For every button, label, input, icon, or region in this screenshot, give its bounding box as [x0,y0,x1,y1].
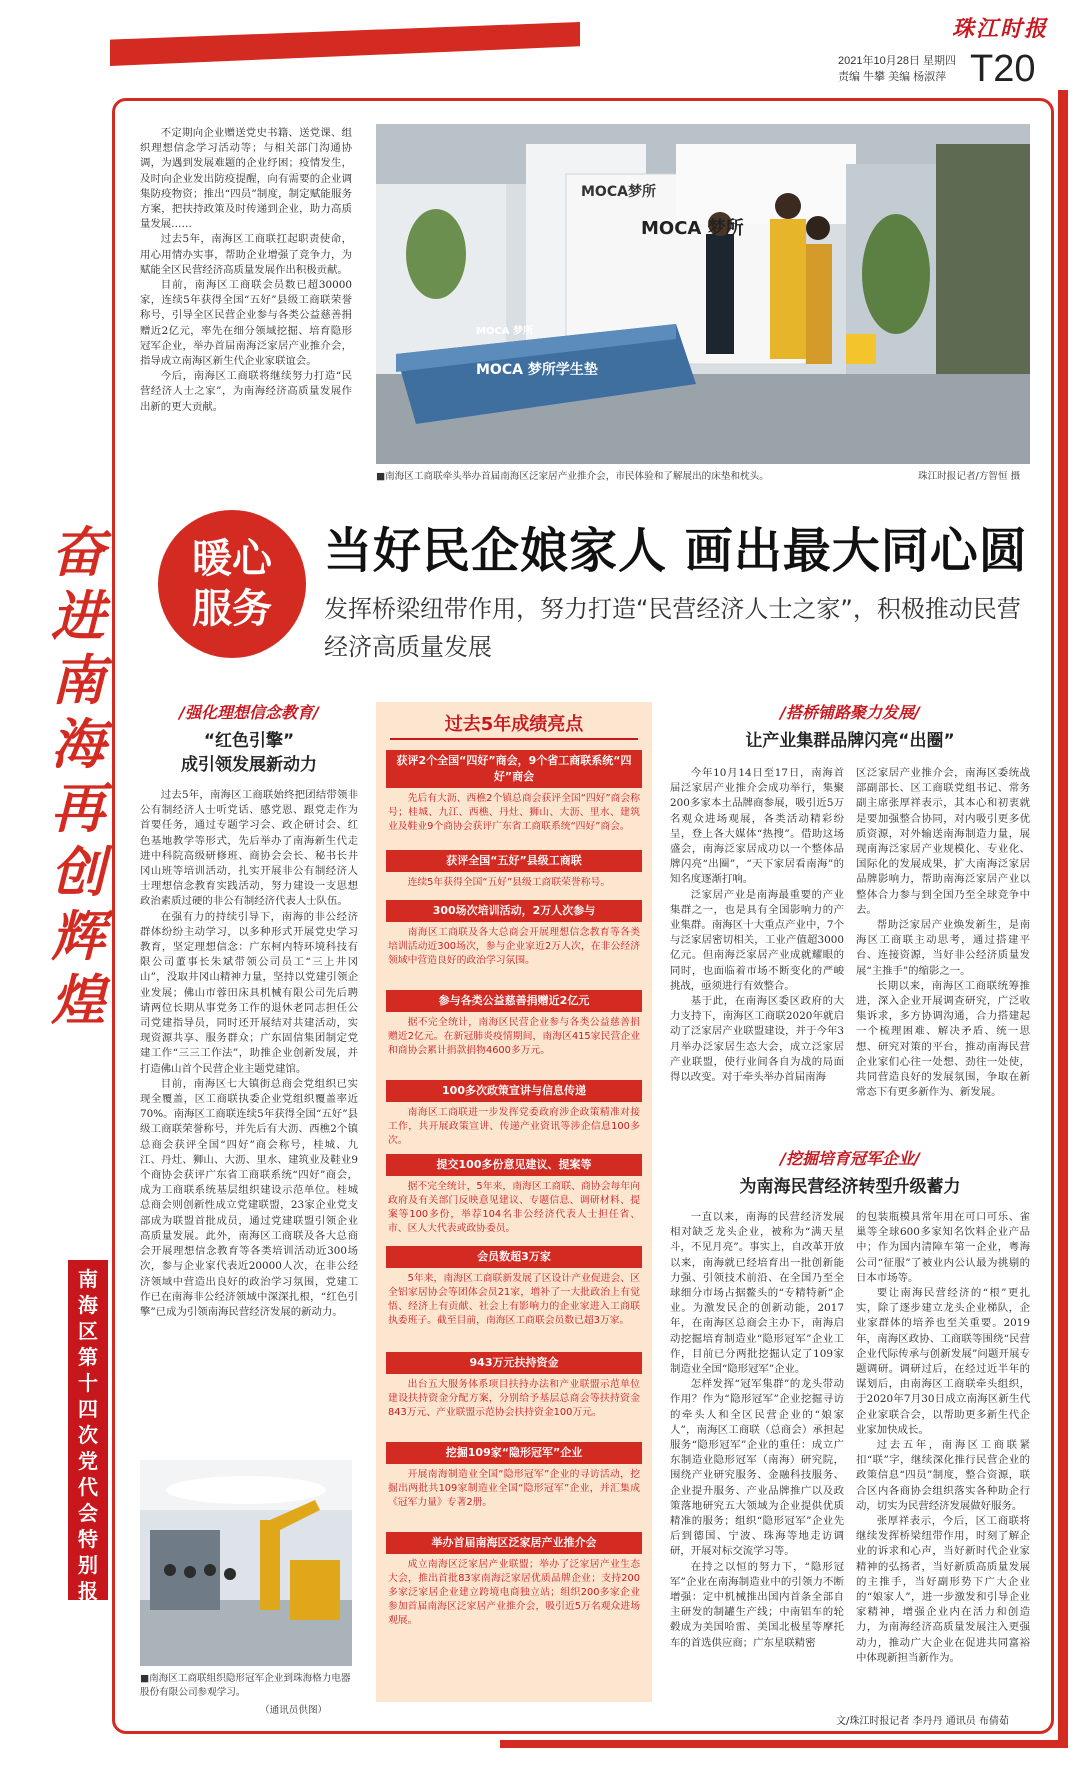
article-paragraph: 区泛家居产业推介会，南海区委统战部副部长、区工商联党组书记、常务副主席张厚祥表示，其本心和初衷就是要加强整合协同，对内吸引更多优质资源，对外输送南海制造力量，展现南海泛家居产业规模化、专业化、国际化的发展成果，扩大南海泛家居品牌影响力，帮助南海泛家居产业以整体合力参与到全国乃至全球竞争中去。 [856,767,1030,916]
achievement-item [386,1080,642,1148]
photo-credit: （通讯员供图） [260,1705,328,1716]
banner-char: 党 [78,1449,98,1473]
banner-char: 四 [78,1397,98,1421]
banner-char: 特 [78,1527,98,1551]
article-paragraph: 过去5年，南海区工商联始终把团结带领非公有制经济人士听党话、感党恩、跟党走作为首要任务，通过专题学习会、政企研讨会、红色基地教学等形式，先后举办了南海新生代走进中科院高级研修班、商协会会长、秘书长井冈山班等培训活动，扎实开展非公有制经济人士理想信念教育实践活动，努力建设一支思想政治素质过硬的非公有制经济代表人士队伍。 [140,789,358,908]
achievement-item [386,1154,642,1236]
achievement-body: 据不完全统计，南海区民营企业参与各类公益慈善捐赠近2亿元。在新冠肺炎疫情期间，南海区415家民营企业和商协会累计捐款捐物4600多万元。 [388,1017,640,1056]
article-paragraph: 在强有力的持续引导下，南海的非公经济群体纷纷主动学习，以多种形式开展党史学习教育，坚定理想信念：广东柯内特环境科技有限公司董事长朱斌带领公司员工“三上井冈山”，没取井冈山精神力量，坚持以党建引领企业发展；佛山市蓉田床具机械有限公司先后聘请两位长期从事党务工作的退休老同志担任公司党建指导员，同时还开展结对共建活动，实现资源共享、服务群众；广东固信集团制定党建工作“三三工作法”，助推企业创新发展，并打造佛山首个民营企业主题党建馆。 [140,910,358,1075]
intro-paragraph: 不定期向企业赠送党史书籍、送党课、组织理想信念学习活动等；与相关部门沟通协调，为遇到发展难题的企业纾困；疫情发生，及时向企业发出防疫提醒，向有需要的企业调集防疫物资；推出“四员”制度，制定赋能服务方案，把扶持政策及时传递到企业，助力高质量发展…… [140,127,352,231]
achievement-title: 100多次政策宣讲与信息传递 [386,1080,642,1102]
text-column [670,766,844,1100]
text-column [670,1210,844,1666]
panel-title: 过去5年成绩亮点 [444,714,584,735]
editor-credits: 责编 牛攀 美编 杨淑萍 [838,71,947,83]
achievement-body: 南海区工商联进一步发挥党委政府涉企政策精准对接工作，共开展政策宣讲、传递产业资讯等涉企信息100多次。 [388,1107,640,1146]
intro-paragraph: 过去5年，南海区工商联扛起职责使命，用心用情办实事，帮助企业增强了竞争力，为赋能全区民营经济高质量发展作出积极贡献。 [140,233,352,276]
achievement-title: 会员数超3万家 [386,1246,642,1268]
banner-char: 南 [78,1267,98,1291]
achievement-item [386,900,642,968]
achievement-title: 300场次培训活动，2万人次参与 [386,900,642,922]
achievement-body: 5年来，南海区工商联新发展了区设计产业促进会、区全铝家居协会等团体会员21家，增补了一大批政治上有觉悟、经济上有贡献、社会上有影响力的企业家进入工商联执委班子。截至目前，南海区工商联会员数已超3万家。 [388,1273,640,1326]
section-tag: /挖掘培育冠军企业/ [780,1149,920,1168]
badge-text: 服务 [192,586,272,632]
achievement-body: 南海区工商联及各大总商会开展理想信念教育等各类培训活动近300场次，参与企业家近2万人次，在非公经济领域中营造良好的政治学习氛围。 [388,927,640,966]
article-paragraph: 目前，南海区七大镇街总商会党组织已实现全覆盖，区工商联执委企业党组织覆盖率近70%。南海区工商联连续5年获得全国“五好”县级工商联荣誉称号，并先后有大沥、西樵2个镇总商会获评全国“四好”商会称号，桂城、九江、丹灶、狮山、大沥、里水、建筑业及鞋业9个商协会获评广东省工商联系统“四好”商会，成为工商联系统基层组织建设示范单位。桂城总商会则创新性成立党建联盟，23家企业党支部成为联盟首批成员，通过党建联盟引领企业高质量发展。此外，南海区工商联及各大总商会开展理想信念教育等各类培训活动近300场次，参与企业家代表近20000人次，在非公经济领域中营造出良好的政治学习氛围，党建工作已在南海非公经济领域中深深扎根，“红色引擎”已成为引领南海民营经济发展的新动力。 [140,1077,358,1318]
slogan-char: 进 [51,584,105,648]
vertical-slogan [48,520,108,1032]
section-badge [158,510,306,658]
issue-date: 2021年10月28日 星期四 [838,55,956,67]
section-title: 让产业集群品牌闪亮“出圈” [745,731,955,751]
banner-char: 十 [78,1371,98,1395]
banner-char: 海 [78,1293,98,1317]
photo-caption: ■南海区工商联组织隐形冠军企业到珠海格力电器股份有限公司参观学习。 [140,1673,351,1698]
booth-sign-center: MOCA 梦所 [641,218,744,239]
slogan-char: 煌 [51,968,105,1032]
article-paragraph: 要让南海民营经济的“根”更扎实，除了逐步建立龙头企业梯队，企业家群体的培养也至关重要。2019年，南海区政协、工商联等围绕“民营企业代际传承与创新发展”问题开展专题调研。调研过后，在经过近半年的谋划后，由南海区工商联牵头组织，于2020年7月30日成立南海区新生代企业家联合会，以帮助更多新生代企业家加快成长。 [856,1287,1030,1436]
achievement-item [386,850,642,890]
decorative-red-ribbon [110,22,580,66]
article-paragraph: 基于此，在南海区委区政府的大力支持下，南海区工商联2020年就启动了泛家居产业联盟建设，并于今年3月举办泛家居生态大会，成立泛家居产业联盟，使行业间各自为战的局面得以改变。对于牵头举办首届南海 [670,995,844,1084]
slogan-char: 辉 [51,904,105,968]
achievements-panel [376,702,652,1702]
article-paragraph: 在持之以恒的努力下，“隐形冠军”企业在南海制造业中的引领力不断增强：定中机械推出国内首条全部自主研发的制罐生产线；中南铝车的轮毂成为美国哈雷、美国北极星等摩托车的首选供应商；广东星联精密 [670,1560,844,1649]
section-title: “红色引擎” [203,731,295,751]
slogan-char: 奋 [51,520,105,584]
intro-paragraph: 今后，南海区工商联将继续努力打造“民营经济人士之家”，为南海经济高质量发展作出新的更大贡献。 [140,370,352,413]
badge-text: 暖心 [192,536,272,582]
article-paragraph: 一直以来，南海的民营经济发展相对缺乏龙头企业，被称为“满天星斗，不见月亮”。事实上，自改革开放以来，南海就已经培育出一批创新能力强、引领技术前沿、在全国乃至全球细分市场占据鳌头的“专精特新”企业。为激发民企的创新动能，2017年，在南海区总商会主办下，南海启动挖掘培育制造业“隐形冠军”企业工作，目前已分两批挖掘认定了109家制造业全国“隐形冠军”企业。 [670,1211,844,1376]
section-title: 成引领发展新动力 [181,755,317,775]
section-title: 为南海民营经济转型升级蓄力 [739,1177,961,1197]
mattress-label: MOCA 梦所学生垫 [476,362,598,378]
booth-illustration [376,124,1030,464]
page-number: T20 [970,48,1036,90]
booth-sign-left: MOCA 梦所 [476,326,534,337]
text-column [856,766,1030,1100]
exhibition-booth-photo [376,124,1030,464]
achievement-item [386,990,642,1058]
text-column [856,1210,1030,1666]
photo-credit: 珠江时报记者/方智恒 摄 [918,471,1021,482]
achievement-title: 挖掘109家“隐形冠军”企业 [386,1442,642,1464]
photo-caption: ■南海区工商联牵头举办首届南海区泛家居产业推介会，市民体验和了解展出的床垫和枕头。 [376,471,769,482]
article-paragraph: 帮助泛家居产业焕发新生，是南海区工商联主动思考，通过搭建平台、连接资源，当好非公经济质量发展“主推手”的缩影之一。 [856,919,1030,977]
article-byline: 文/珠江时报记者 李丹丹 通讯员 布倩茹 [836,1716,1009,1727]
right-article-heading [670,1146,1030,1199]
banner-char: 会 [78,1501,98,1525]
intro-paragraph: 目前，南海区工商联会员数已超30000家，连续5年获得全国“五好”县级工商联荣誉称号，引导全区民营企业参与各类公益慈善捐赠近2亿元，率先在细分领域挖掘、培育隐形冠军企业，举办首届南海泛家居产业推介会，指导成立南海区新生代企业家联谊会。 [140,279,352,368]
slogan-char: 南 [51,648,105,712]
left-article-heading [140,700,358,777]
achievement-body: 连续5年获得全国“五好”县级工商联荣誉称号。 [407,877,611,888]
achievement-item [386,1442,642,1510]
achievement-title: 943万元扶持资金 [386,1352,642,1374]
booth-sign-moca: MOCA梦所 [581,184,656,200]
right-article-body [670,1210,1030,1666]
article-paragraph: 过去五年，南海区工商联紧扣“联”字，继续深化推行民营企业的政策信息“四员”制度，整合资源，联合区内各商协会组织落实各种助企行动，切实为民营经济发展做好服务。 [856,1439,1030,1512]
factory-visit-photo [140,1460,352,1666]
achievement-title: 获评全国“五好”县级工商联 [386,850,642,872]
right-article-heading [670,700,1030,753]
slogan-char: 海 [51,712,105,776]
decorative-red-stripe-right [1058,90,1068,1740]
article-paragraph: 怎样发挥“冠军集群”的龙头带动作用？作为“隐形冠军”企业挖掘寻访的牵头人和全区民营企业的“娘家人”，南海区工商联（总商会）承担起服务“隐形冠军”企业的重任：成立广东制造业隐形冠军（南海）研究院，围绕产业研究服务、金融科技服务、企业提升服务、产业品牌推广以及政策落地研究五大领域为企业提供优质精准的服务；组织“隐形冠军”企业先后到德国、宁波、珠海等地走访调研，开展对标交流学习等。 [670,1378,844,1558]
achievement-body: 成立南海区泛家居产业联盟；举办了泛家居产业生态大会，推出首批83家南海泛家居优质品牌企业；支持200多家泛家居企业建立跨境电商独立站；组织200多家企业参加首届南海区泛家居产业推介会，吸引近5万名观众进场观展。 [388,1559,640,1626]
article-paragraph: 今年10月14日至17日，南海首届泛家居产业推介会成功举行，集聚200多家本土品牌商参展，吸引近5万名观众进场观展，各类活动精彩纷呈，登上各大媒体“热搜”。借助这场盛会，南海泛家居成功以一个整体品牌闪亮“出圈”，“天下家居看南海”的知名度逐渐打响。 [670,767,844,886]
right-article-body [670,766,1030,1100]
banner-char: 报 [78,1579,98,1603]
article-paragraph: 的包装瓶模具常年用在可口可乐、雀巢等全球600多家知名饮料企业产品中；作为国内清障车第一企业，粤海公司“征服”了被业内公认最为挑剔的日本市场等。 [856,1211,1030,1284]
banner-char: 别 [78,1553,98,1577]
achievement-item [386,1532,642,1628]
achievement-title: 获评2个全国“四好”商会，9个省工商联系统“四好”商会 [386,750,642,788]
section-tag: /搭桥铺路聚力发展/ [780,703,920,722]
banner-char: 第 [78,1345,98,1369]
masthead-logo: 珠江时报 [952,16,1049,42]
achievement-title: 参与各类公益慈善捐赠近2亿元 [386,990,642,1012]
achievement-body: 开展南海制造业全国“隐形冠军”企业的寻访活动，挖掘出两批共109家制造业全国“隐形冠军”企业，并汇集成《冠军力量》专著2册。 [388,1469,640,1508]
section-tag: /强化理想信念教育/ [179,703,319,722]
banner-char: 次 [78,1423,98,1447]
panel-divider [390,738,638,740]
main-headline: 当好民企娘家人 画出最大同心圆 [324,523,1028,579]
article-paragraph: 张厚祥表示，今后，区工商联将继续发挥桥梁纽带作用，时刻了解企业的诉求和心声，当好新时代企业家精神的弘扬者，当好新质高质量发展的主推手，当好副形势下广大企业的“娘家人”，进一步激发和引导企业家精神，增强企业内在活力和创造力，为南海经济高质量发展注入更强动力，推动广大企业在促进共同富裕中体现新担当新作为。 [856,1515,1030,1664]
left-article-body [140,788,358,1320]
slogan-char: 创 [51,840,105,904]
achievement-body: 先后有大沥、西樵2个镇总商会获评全国“四好”商会称号；桂城、九江、西樵、丹灶、狮山、大沥、里水、建筑业及鞋业9个商协会获评广东省工商联系统“四好”商会。 [388,793,640,832]
article-paragraph: 长期以来，南海区工商联统筹推进，深入企业开展调查研究，广泛收集诉求，多方协调沟通，合力搭建起一个梳理困难、解决矛盾、统一思想、研究对策的平台，推动南海民营企业家们心往一处想、劲往一处使，共同营造良好的发展氛围，争取在新常态下有更多新作为、新发展。 [856,979,1030,1099]
achievement-body: 据不完全统计，5年来，南海区工商联、商协会每年向政府及有关部门反映意见建议、专题信息、调研材料、提案等100多份，举荐104名非公经济代表人士担任省、市、区人大代表或政协委员。 [388,1181,640,1234]
achievement-item [386,1352,642,1420]
article-paragraph: 泛家居产业是南海最重要的产业集群之一，也是具有全国影响力的产业集群。南海区十大重点产业中，7个与泛家居密切相关，工业产值超3000亿元。但南海泛家居产业成就耀眼的同时，也面临着市场不断变化的严峻挑战，亟须进行有效整合。 [670,888,844,992]
banner-char: 区 [78,1319,98,1343]
special-report-banner [68,1260,108,1629]
sub-headline: 发挥桥梁纽带作用，努力打造“民营经济人士之家”，积极推动民营经济高质量发展 [324,595,1021,661]
factory-illustration [140,1460,352,1666]
decorative-red-stripe-bottom [500,1740,1068,1748]
banner-char: 道 [78,1605,98,1629]
achievement-title: 举办首届南海区泛家居产业推介会 [386,1532,642,1554]
banner-char: 代 [78,1475,98,1499]
slogan-char: 再 [51,776,105,840]
achievement-title: 提交100多份意见建议、提案等 [386,1154,642,1176]
achievement-item [386,1246,642,1328]
intro-column [140,126,352,415]
achievement-body: 出台五大服务体系项目扶持办法和产业联盟示范单位建设扶持资金分配方案，分别给予基层总商会等扶持资金843万元、产业联盟示范协会扶持资金100万元。 [388,1379,640,1418]
achievement-item [386,750,642,834]
